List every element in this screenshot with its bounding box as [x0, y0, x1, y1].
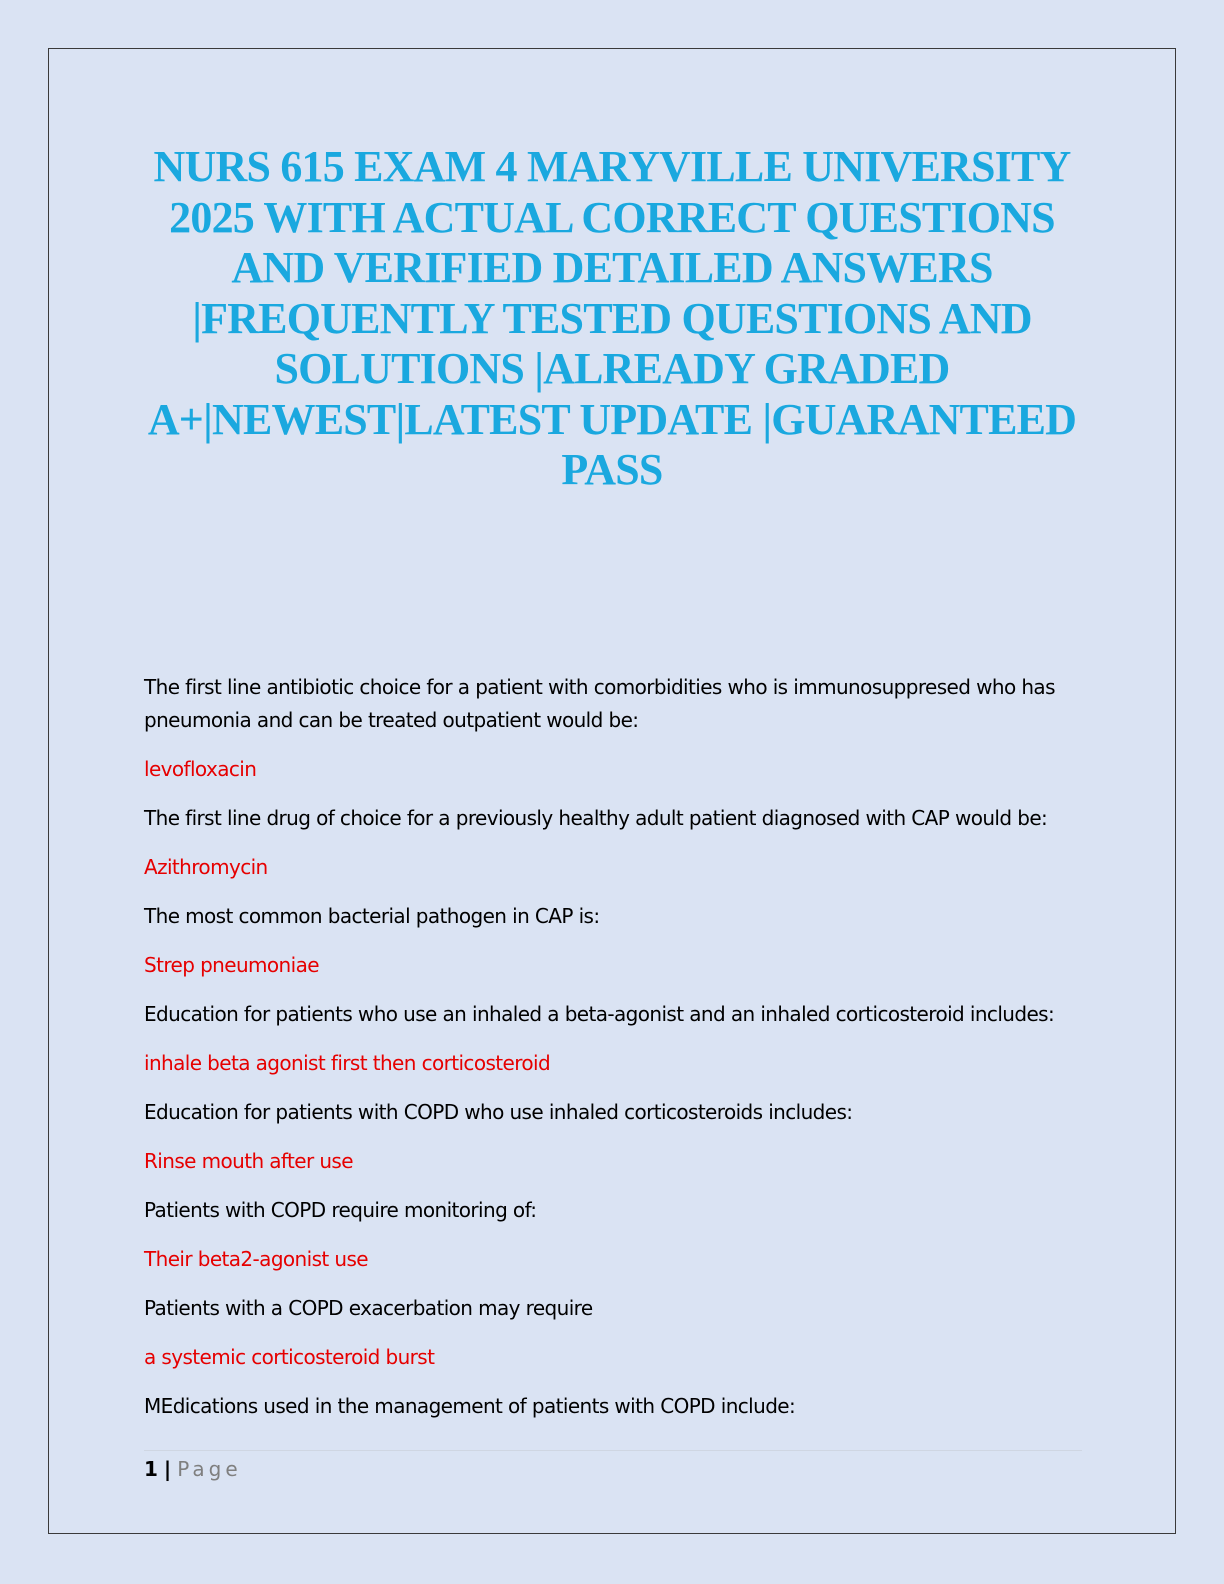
answer-text: a systemic corticosteroid burst [144, 1345, 435, 1369]
title-line: NURS 615 EXAM 4 MARYVILLE UNIVERSITY [153, 142, 1071, 191]
answer-text: Their beta2-agonist use [144, 1247, 369, 1271]
answer-text: Rinse mouth after use [144, 1149, 353, 1173]
question-text: The first line drug of choice for a previously healthy adult patient diagnosed with CAP would be: [144, 806, 1048, 830]
answer-text: Azithromycin [144, 855, 268, 879]
title-line: SOLUTIONS |ALREADY GRADED [274, 344, 950, 393]
answer-text: levofloxacin [144, 757, 257, 781]
document-title [140, 142, 1084, 496]
page-label: Page [177, 1457, 242, 1481]
question-text: Education for patients with COPD who use inhaled corticosteroids includes: [144, 1100, 853, 1124]
title-line: |FREQUENTLY TESTED QUESTIONS AND [192, 293, 1032, 343]
question-answer-list [144, 671, 1090, 1439]
question-text: The most common bacterial pathogen in CAP is: [144, 904, 600, 928]
title-line: 2025 WITH ACTUAL CORRECT QUESTIONS [169, 192, 1055, 242]
question-text: The first line antibiotic choice for a patient with comorbidities who is immunosuppresed who has pneumonia and can be treated outpatient would be: [144, 675, 1055, 732]
page-footer [144, 1455, 242, 1483]
footer-divider [144, 1450, 1082, 1451]
title-line: PASS [561, 445, 663, 494]
question-text: Education for patients who use an inhaled a beta-agonist and an inhaled corticosteroid includes: [144, 1002, 1055, 1026]
answer-text: inhale beta agonist first then corticosteroid [144, 1051, 551, 1075]
page-number: 1 [144, 1457, 158, 1481]
answer-text: Strep pneumoniae [144, 953, 319, 977]
footer-separator: | [163, 1457, 172, 1481]
question-text: Patients with a COPD exacerbation may require [144, 1296, 593, 1320]
question-text: MEdications used in the management of patients with COPD include: [144, 1394, 796, 1418]
title-line: A+|NEWEST|LATEST UPDATE |GUARANTEED [147, 394, 1077, 444]
question-text: Patients with COPD require monitoring of: [144, 1198, 537, 1222]
title-line: AND VERIFIED DETAILED ANSWERS [231, 243, 993, 292]
